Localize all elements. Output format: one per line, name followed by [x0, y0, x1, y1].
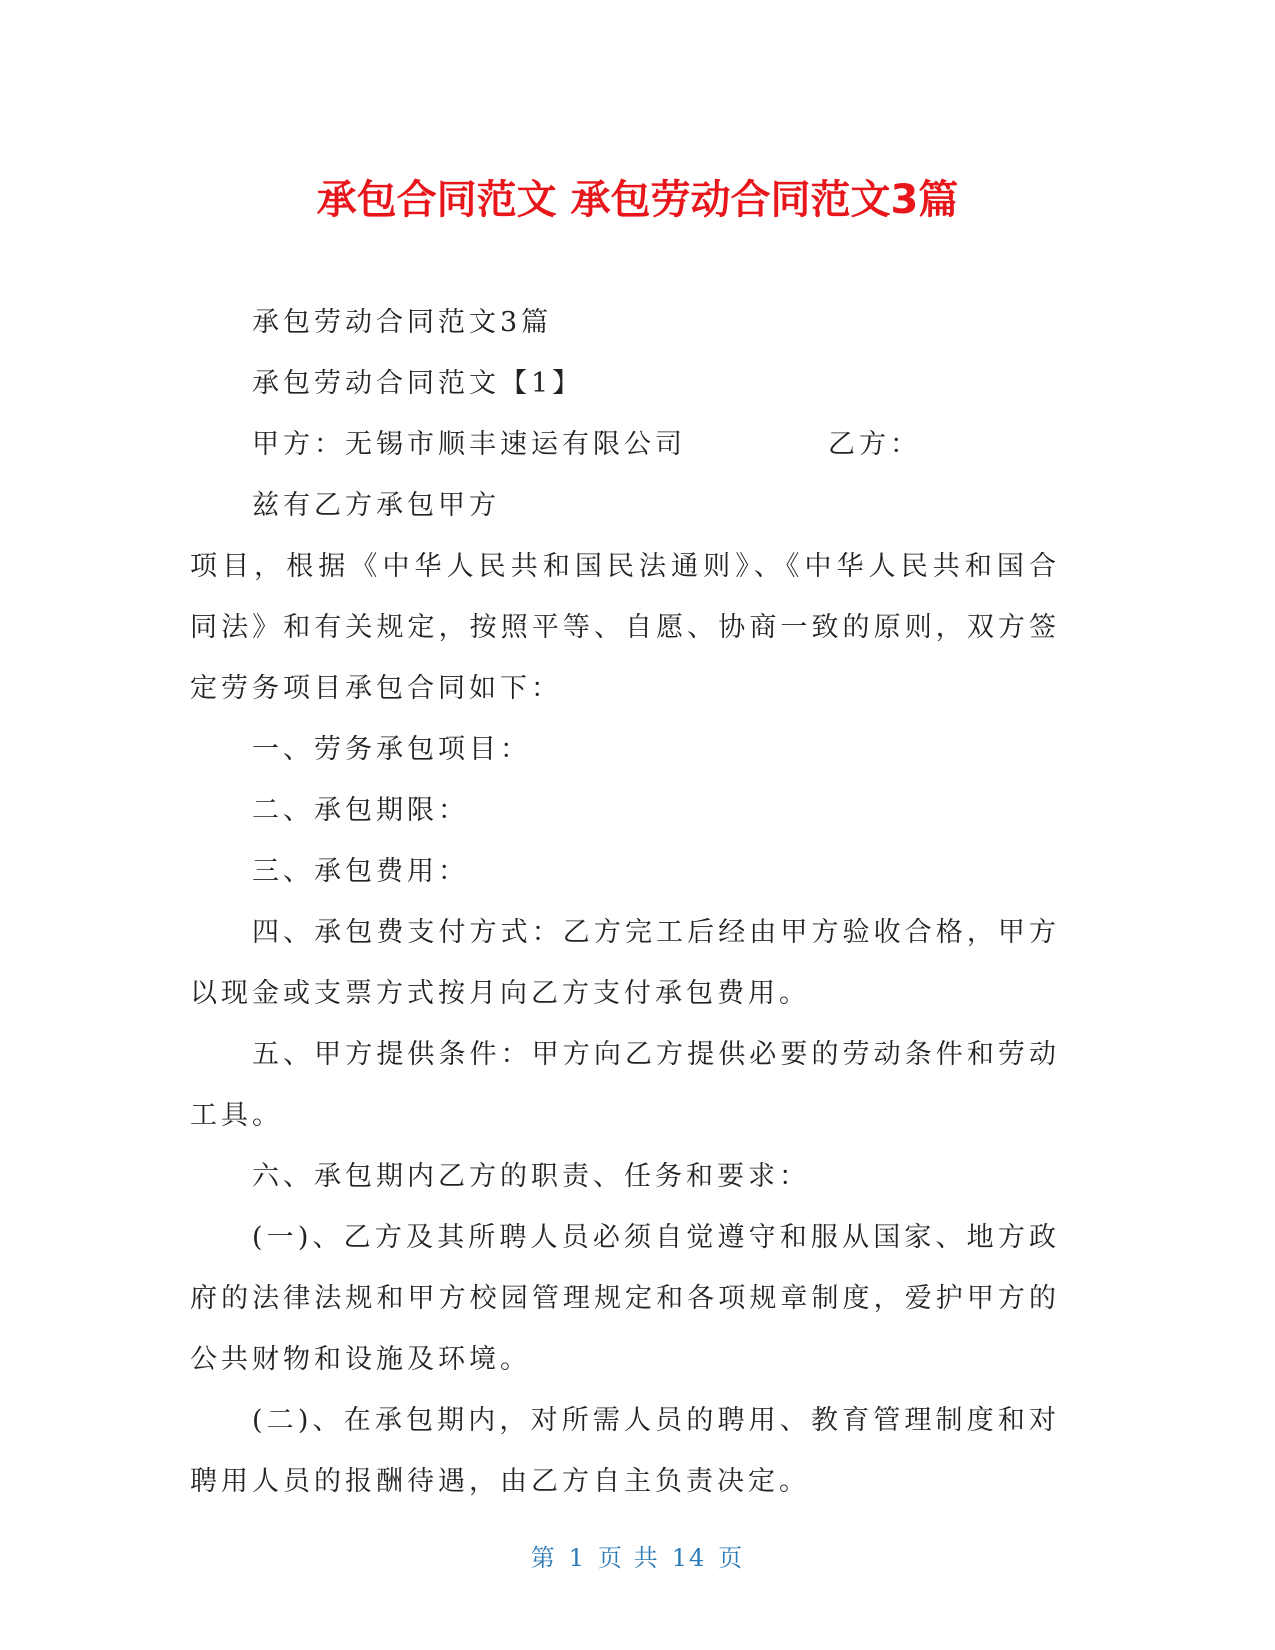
footer-suffix: 页 — [718, 1544, 745, 1572]
clause-heading: 二、承包期限： — [252, 795, 469, 826]
paragraph: 兹有乙方承包甲方 — [252, 490, 500, 521]
clause-heading: 三、承包费用： — [252, 856, 469, 887]
party-a: 甲方：无锡市顺丰速运有限公司 — [252, 429, 686, 460]
sub-clause: (一)、乙方及其所聘人员必须自觉遵守和服从国家、地方政府的法律法规和甲方校园管理规定和各项规章制度，爱护甲方的公共财物和设施及环境。 — [190, 1222, 1060, 1375]
party-b: 乙方： — [828, 429, 921, 460]
footer-prefix: 第 — [530, 1544, 557, 1572]
clause: 四、承包费支付方式：乙方完工后经由甲方验收合格，甲方以现金或支票方式按月向乙方支付承包费用。 — [190, 917, 1060, 1009]
footer-total: 14 — [671, 1544, 707, 1572]
paragraph: 项目，根据《中华人民共和国民法通则》、《中华人民共和国合同法》和有关规定，按照平等、自愿、协商一致的原则，双方签定劳务项目承包合同如下： — [190, 551, 1060, 704]
footer-middle: 页 共 — [598, 1544, 660, 1572]
parties-line — [190, 414, 1060, 475]
paragraph: 承包劳动合同范文3篇 — [252, 307, 553, 338]
page-number-footer — [0, 1538, 1275, 1573]
sub-clause: (二)、在承包期内，对所需人员的聘用、教育管理制度和对聘用人员的报酬待遇，由乙方自主负责决定。 — [190, 1405, 1060, 1497]
document-title: 承包合同范文 承包劳动合同范文3篇 — [316, 177, 959, 223]
clause: 五、甲方提供条件：甲方向乙方提供必要的劳动条件和劳动工具。 — [190, 1039, 1060, 1131]
footer-page: 1 — [568, 1544, 587, 1572]
clause-heading: 六、承包期内乙方的职责、任务和要求： — [252, 1161, 810, 1192]
paragraph: 承包劳动合同范文【1】 — [252, 368, 584, 399]
document-body — [190, 292, 1060, 1512]
clause-heading: 一、劳务承包项目： — [252, 734, 531, 765]
